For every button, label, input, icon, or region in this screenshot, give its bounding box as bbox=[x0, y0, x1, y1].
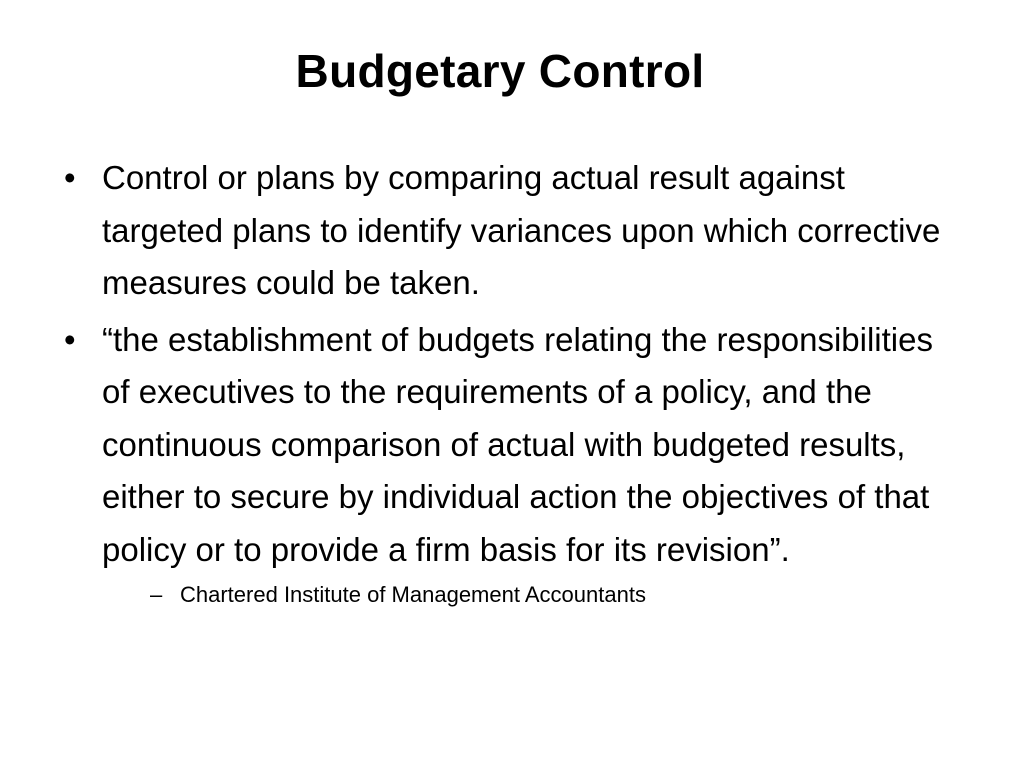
bullet-item bbox=[64, 152, 964, 310]
bullet-item bbox=[64, 314, 964, 613]
attribution-text: Chartered Institute of Management Accountants bbox=[180, 582, 646, 607]
attribution bbox=[150, 578, 964, 612]
bullet-text: “the establishment of budgets relating the responsibilities of executives to the requirements of a policy, and the continuous comparison of actual with budgeted results, either to secure by individual action the objectives of that policy or to provide a firm basis for its revision”. bbox=[102, 320, 933, 568]
bullet-icon: • bbox=[64, 320, 76, 358]
bullet-text: Control or plans by comparing actual result against targeted plans to identify variances upon which corrective measures could be taken. bbox=[102, 159, 941, 301]
bullet-icon: • bbox=[64, 159, 76, 196]
bullet-list bbox=[64, 152, 964, 616]
dash-icon: – bbox=[150, 582, 163, 607]
slide-title: Budgetary Control bbox=[295, 45, 705, 97]
